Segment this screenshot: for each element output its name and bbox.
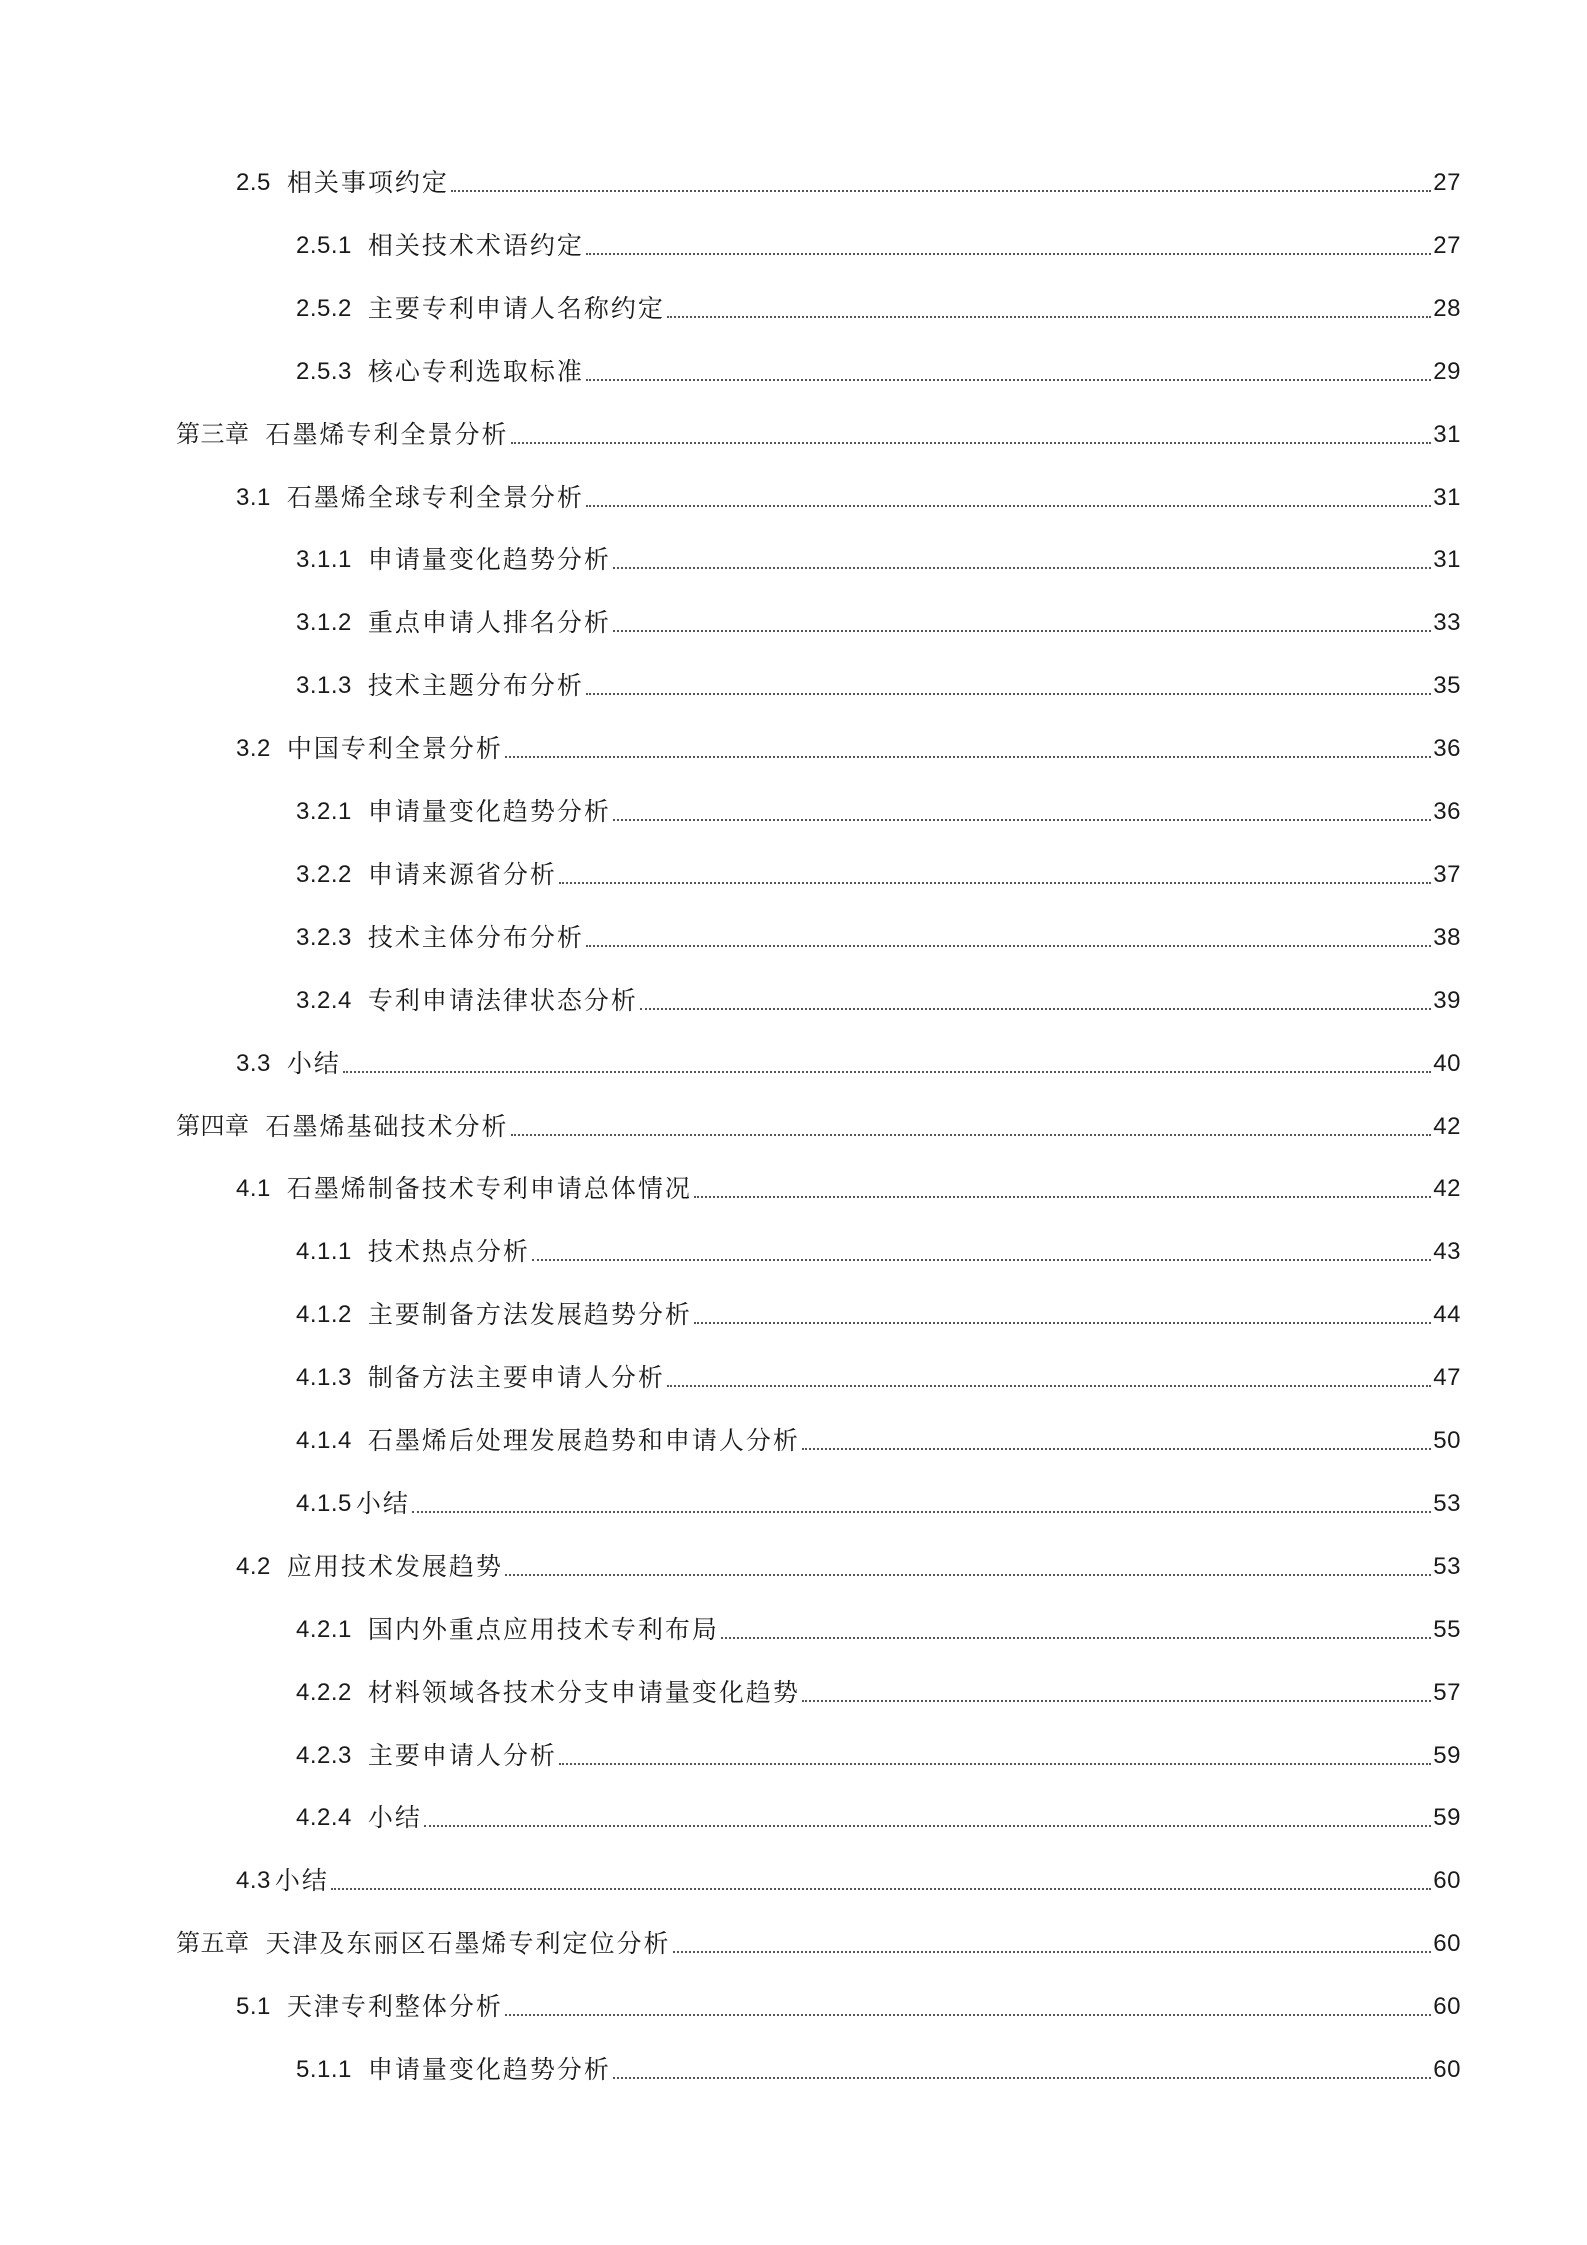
- toc-entry-number: 4.2.3: [296, 1741, 352, 1769]
- dot-leader: [586, 379, 1431, 381]
- toc-entry-page-number: 57: [1433, 1678, 1461, 1706]
- toc-entry-3-1-2[interactable]: [296, 598, 1461, 638]
- toc-entry-page-number: 60: [1433, 1993, 1461, 2021]
- toc-entry-3-2-1[interactable]: [296, 787, 1461, 827]
- dot-leader: [505, 756, 1431, 758]
- toc-entry-title: 申请来源省分析: [367, 859, 557, 889]
- toc-entry-title: 天津专利整体分析: [286, 1992, 503, 2022]
- toc-entry-title: 相关技术术语约定: [367, 230, 584, 260]
- toc-entry-4-2[interactable]: [236, 1542, 1461, 1582]
- toc-entry-number: 4.1.2: [296, 1301, 352, 1329]
- dot-leader: [640, 1008, 1431, 1010]
- toc-entry-title: 技术主题分布分析: [367, 671, 584, 701]
- toc-entry-page-number: 60: [1433, 2056, 1461, 2083]
- dot-leader: [613, 819, 1431, 821]
- toc-entry-page-number: 36: [1433, 798, 1461, 825]
- toc-entry-3-1-3[interactable]: [296, 661, 1461, 701]
- toc-entry-title: 石墨烯专利全景分析: [265, 419, 509, 449]
- dot-leader: [694, 1322, 1431, 1324]
- toc-entry-3-2[interactable]: [236, 724, 1461, 764]
- toc-entry-title: 重点申请人排名分析: [367, 608, 611, 638]
- toc-entry-number: 4.1.3: [296, 1364, 352, 1392]
- toc-entry-title: 主要申请人分析: [367, 1740, 557, 1770]
- toc-entry-number: 2.5.1: [296, 231, 352, 259]
- toc-entry-page-number: 31: [1433, 420, 1461, 448]
- dot-leader: [586, 253, 1431, 255]
- toc-entry-page-number: 35: [1433, 672, 1461, 700]
- toc-entry-number: 2.5.3: [296, 357, 352, 385]
- toc-entry-4-2-1[interactable]: [296, 1605, 1461, 1645]
- toc-entry-5-1-1[interactable]: [296, 2045, 1461, 2085]
- dot-leader: [451, 190, 1431, 192]
- toc-entry-number: 第四章: [176, 1112, 250, 1140]
- toc-entry-4-2-4[interactable]: [296, 1793, 1461, 1833]
- toc-entry-4-1-1[interactable]: [296, 1227, 1461, 1267]
- dot-leader: [505, 2014, 1431, 2016]
- toc-entry-title: 天津及东丽区石墨烯专利定位分析: [265, 1929, 671, 1959]
- toc-entry-title: 相关事项约定: [286, 168, 449, 197]
- toc-entry-page-number: 29: [1433, 357, 1461, 385]
- toc-entry-page-number: 47: [1433, 1364, 1461, 1392]
- toc-entry-number: 4.1.4: [296, 1427, 352, 1454]
- toc-entry-page-number: 44: [1433, 1301, 1461, 1329]
- toc-entry-title: 申请量变化趋势分析: [367, 2055, 611, 2084]
- toc-entry-2-5[interactable]: [236, 158, 1461, 198]
- toc-entry-5-1[interactable]: [236, 1982, 1461, 2022]
- toc-entry-page-number: 28: [1433, 294, 1461, 322]
- toc-entry-title: 技术热点分析: [367, 1237, 530, 1267]
- toc-entry-title: 主要专利申请人名称约定: [367, 293, 665, 323]
- toc-entry-title: 石墨烯全球专利全景分析: [286, 482, 584, 512]
- toc-entry-3-1[interactable]: [236, 473, 1461, 513]
- toc-entry-page-number: 55: [1433, 1615, 1461, 1643]
- toc-entry-page-number: 38: [1433, 923, 1461, 951]
- dot-leader: [667, 316, 1431, 318]
- toc-entry-title: 石墨烯制备技术专利申请总体情况: [286, 1174, 692, 1204]
- toc-entry-title: 主要制备方法发展趋势分析: [367, 1300, 692, 1330]
- toc-entry-title: 小结: [367, 1803, 422, 1833]
- toc-entry-page-number: 39: [1433, 986, 1461, 1014]
- toc-entry-number: 4.2.2: [296, 1678, 352, 1706]
- toc-entry-page-number: 40: [1433, 1049, 1461, 1077]
- toc-entry-2-5-3[interactable]: [296, 347, 1461, 387]
- dot-leader: [613, 2077, 1431, 2079]
- toc-entry-page-number: 37: [1433, 860, 1461, 888]
- toc-entry-第四章[interactable]: [176, 1102, 1461, 1142]
- dot-leader: [586, 945, 1431, 947]
- toc-entry-page-number: 50: [1433, 1427, 1461, 1454]
- toc-entry-4-2-2[interactable]: [296, 1668, 1461, 1708]
- toc-entry-page-number: 36: [1433, 735, 1461, 763]
- dot-leader: [505, 1574, 1431, 1576]
- toc-entry-number: 4.1.1: [296, 1238, 352, 1266]
- toc-entry-4-1-2[interactable]: [296, 1290, 1461, 1330]
- toc-entry-title: 石墨烯后处理发展趋势和申请人分析: [367, 1426, 800, 1455]
- dot-leader: [802, 1700, 1431, 1702]
- dot-leader: [721, 1637, 1431, 1639]
- toc-entry-title: 技术主体分布分析: [367, 922, 584, 952]
- toc-entry-2-5-1[interactable]: [296, 221, 1461, 261]
- toc-entry-3-1-1[interactable]: [296, 535, 1461, 575]
- dot-leader: [586, 505, 1431, 507]
- toc-entry-page-number: 27: [1433, 169, 1461, 196]
- toc-entry-page-number: 42: [1433, 1175, 1461, 1203]
- toc-entry-number: 4.1.5: [296, 1489, 352, 1517]
- toc-entry-page-number: 60: [1433, 1930, 1461, 1958]
- toc-entry-title: 专利申请法律状态分析: [367, 985, 638, 1015]
- toc-entry-number: 4.3: [236, 1867, 271, 1895]
- dot-leader: [532, 1259, 1431, 1261]
- toc-entry-title: 小结: [274, 1866, 329, 1896]
- toc-entry-number: 3.1.2: [296, 609, 352, 637]
- toc-entry-4-1-4[interactable]: [296, 1416, 1461, 1456]
- dot-leader: [613, 630, 1431, 632]
- toc-entry-page-number: 27: [1433, 231, 1461, 259]
- dot-leader: [559, 882, 1431, 884]
- toc-entry-page-number: 53: [1433, 1489, 1461, 1517]
- toc-entry-page-number: 60: [1433, 1867, 1461, 1895]
- toc-entry-number: 3.2.2: [296, 860, 352, 888]
- toc-entry-3-2-3[interactable]: [296, 913, 1461, 953]
- toc-entry-number: 第五章: [176, 1930, 250, 1958]
- toc-entry-number: 3.1: [236, 483, 271, 511]
- toc-entry-number: 4.2: [236, 1552, 271, 1580]
- toc-entry-number: 2.5.2: [296, 294, 352, 322]
- toc-entry-page-number: 33: [1433, 609, 1461, 637]
- dot-leader: [667, 1385, 1431, 1387]
- toc-entry-number: 4.2.1: [296, 1615, 352, 1643]
- toc-entry-number: 3.2: [236, 735, 271, 763]
- toc-entry-page-number: 43: [1433, 1238, 1461, 1266]
- toc-entry-title: 核心专利选取标准: [367, 356, 584, 386]
- toc-entry-title: 中国专利全景分析: [286, 734, 503, 764]
- toc-entry-number: 5.1.1: [296, 2056, 352, 2083]
- dot-leader: [559, 1763, 1431, 1765]
- toc-entry-page-number: 31: [1433, 546, 1461, 574]
- toc-entry-4-1[interactable]: [236, 1164, 1461, 1204]
- dot-leader: [586, 693, 1431, 695]
- toc-entry-page-number: 59: [1433, 1741, 1461, 1769]
- dot-leader: [424, 1825, 1431, 1827]
- toc-entry-number: 第三章: [176, 420, 250, 448]
- toc-entry-title: 申请量变化趋势分析: [367, 797, 611, 826]
- dot-leader: [694, 1196, 1431, 1198]
- toc-entry-title: 国内外重点应用技术专利布局: [367, 1614, 719, 1644]
- toc-entry-number: 4.1: [236, 1175, 271, 1203]
- toc-entry-title: 应用技术发展趋势: [286, 1551, 503, 1581]
- toc-entry-4-2-3[interactable]: [296, 1731, 1461, 1771]
- dot-leader: [511, 1134, 1432, 1136]
- dot-leader: [331, 1888, 1431, 1890]
- toc-entry-title: 材料领域各技术分支申请量变化趋势: [367, 1677, 800, 1707]
- toc-entry-4-1-3[interactable]: [296, 1353, 1461, 1393]
- toc-entry-4-3[interactable]: [236, 1856, 1461, 1896]
- toc-entry-page-number: 42: [1433, 1112, 1461, 1140]
- toc-entry-2-5-2[interactable]: [296, 284, 1461, 324]
- dot-leader: [802, 1448, 1431, 1450]
- dot-leader: [343, 1071, 1431, 1073]
- toc-entry-number: 3.1.3: [296, 672, 352, 700]
- toc-entry-number: 3.2.3: [296, 923, 352, 951]
- toc-entry-number: 3.2.4: [296, 986, 352, 1014]
- toc-entry-3-3[interactable]: [236, 1039, 1461, 1079]
- dot-leader: [673, 1951, 1432, 1953]
- toc-entry-number: 5.1: [236, 1993, 271, 2021]
- toc-entry-page-number: 31: [1433, 483, 1461, 511]
- toc-entry-number: 3.3: [236, 1049, 271, 1077]
- toc-entry-title: 小结: [355, 1488, 410, 1518]
- dot-leader: [511, 442, 1432, 444]
- dot-leader: [613, 567, 1431, 569]
- toc-entry-3-2-4[interactable]: [296, 976, 1461, 1016]
- toc-entry-number: 4.2.4: [296, 1804, 352, 1832]
- toc-entry-3-2-2[interactable]: [296, 850, 1461, 890]
- toc-entry-page-number: 53: [1433, 1552, 1461, 1580]
- toc-entry-4-1-5[interactable]: [296, 1479, 1461, 1519]
- toc-entry-title: 石墨烯基础技术分析: [265, 1111, 509, 1141]
- toc-entry-第五章[interactable]: [176, 1919, 1461, 1959]
- dot-leader: [412, 1511, 1431, 1513]
- toc-entry-title: 制备方法主要申请人分析: [367, 1363, 665, 1393]
- toc-entry-title: 小结: [286, 1048, 341, 1078]
- toc-entry-title: 申请量变化趋势分析: [367, 545, 611, 575]
- toc-entry-第三章[interactable]: [176, 410, 1461, 450]
- toc-entry-number: 3.1.1: [296, 546, 352, 574]
- toc-entry-page-number: 59: [1433, 1804, 1461, 1832]
- toc-entry-number: 2.5: [236, 169, 271, 196]
- toc-entry-number: 3.2.1: [296, 798, 352, 825]
